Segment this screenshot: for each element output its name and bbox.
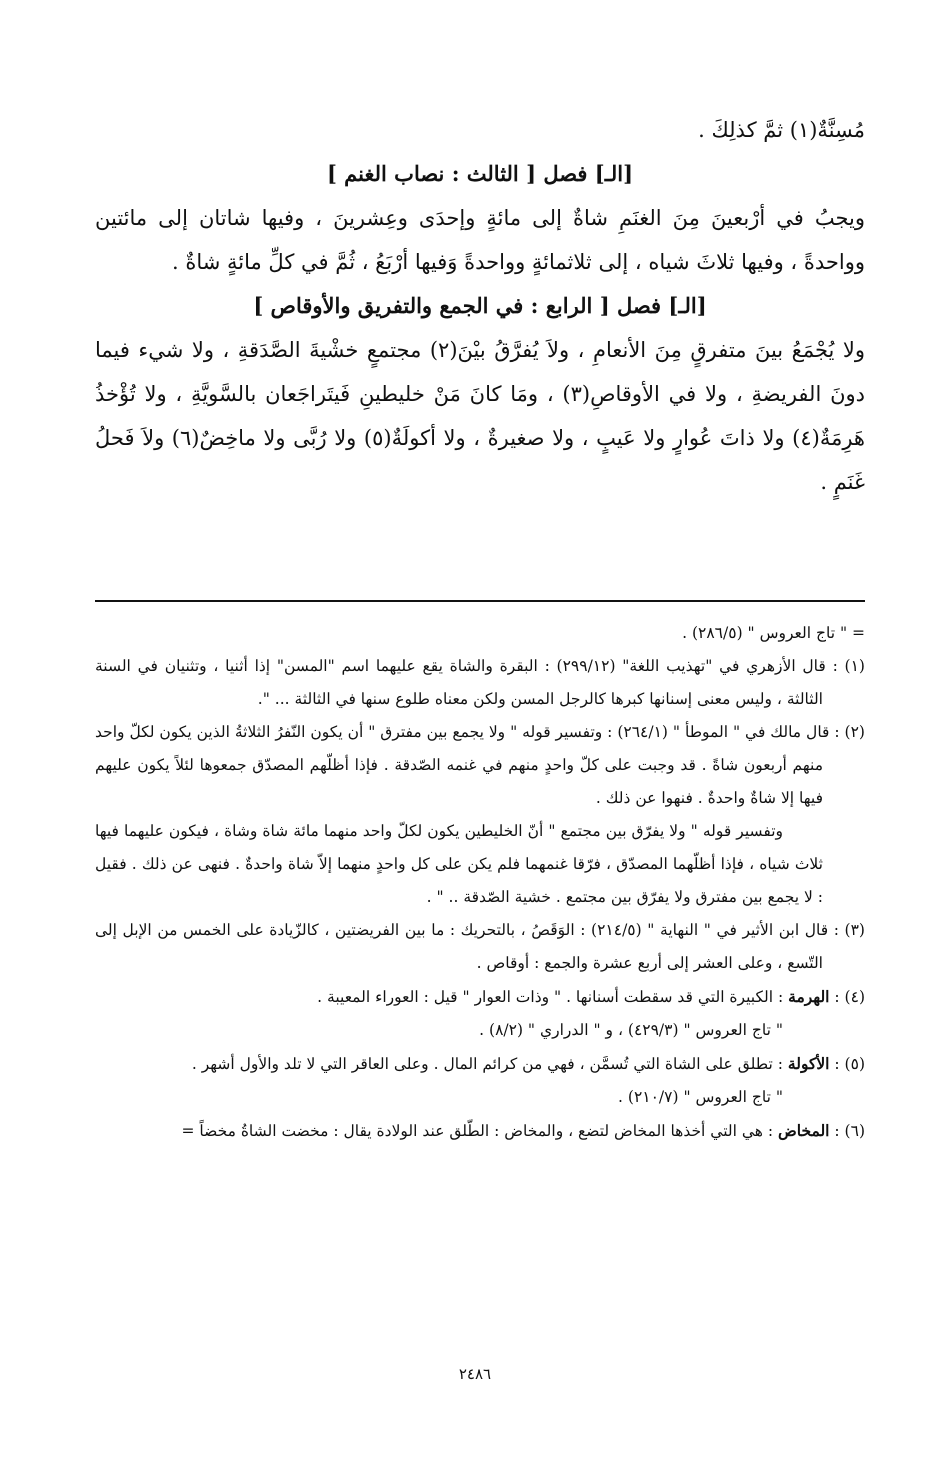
footnote-1-line-2: في السنة الثالثة ، وليس معنى إسنانها كبرها كالرجل المسن ولكن معناه طلوع سنها في الثالثة ... ".	[95, 657, 823, 708]
footnote-6-number: (٦) :	[829, 1122, 865, 1140]
footnote-6-keyword: المخاض	[778, 1121, 830, 1140]
footnote-2-line-4: وتفسير قوله " ولا يفرّق بين مجتمع " أنّ الخليطين يكون لكلّ واحد منهما مائة شاة وشاة ، فيكون	[168, 822, 783, 840]
footnote-4-keyword: الهرمة	[788, 987, 830, 1006]
footnote-5	[95, 1047, 865, 1081]
footnote-5-line-1: : تطلق على الشاة التي تُسمَّن ، فهي من كرائم المال . وعلى العاقر التي لا تلد والأول أشهر .	[191, 1055, 788, 1073]
opening-line: مُسِنَّةٌ(١) ثمَّ كذلِكَ .	[698, 118, 865, 142]
footnote-2-line-3: المصدّق جمعوها لئلاً يكون عليهم فيها إلا شاةٌ واحدةٌ . فنهوا عن ذلك .	[95, 756, 823, 807]
footnote-3-line-2: الخمس من الإبل إلى التّسع ، وعلى العشر إلى أربع عشرة والجمع : أوقاص .	[95, 921, 823, 972]
page-number: ٢٤٨٦	[458, 1365, 492, 1383]
paragraph-nisab: ويجبُ في أرْبعينَ مِنَ الغنَمِ شاةٌ إلى مائةٍ وإحدَى وعِشرينَ ، وفيها شاتان إلى مائتين وواحدةً ، وفيها ثلاثَ شياه ، إلى ثلاثمائةٍ وواحدةً وَفيها أرْبَعُ ، ثُمَّ في كلِّ مائةٍ شاةٌ .	[95, 206, 865, 274]
footnote-4-line-1: : الكبيرة التي قد سقطت أسنانها . " وذات العوار " قيل : العوراء المعيبة .	[317, 988, 789, 1006]
footnote-3-line-1: (٣) : قال ابن الأثير في " النهاية " (٢١٤/٥) : الوَقَصُ ، بالتحريك : ما بين الفريضتين ، كالزّيادة على	[236, 921, 865, 939]
footnote-6-line-1: : هي التي أخذها المخاض لتضع ، والمخاض : الطّلق عند الولادة يقال : مخضت الشاةُ مخضاً =	[181, 1122, 779, 1140]
footnote-5-number: (٥) :	[829, 1055, 865, 1073]
footnote-2-continuation	[95, 815, 865, 914]
footnote-1-line-1: (١) : قال الأزهري في "تهذيب اللغة" (٢٩٩/١٢) : البقرة والشاة يقع عليهما اسم "المسن" إذا أثنيا ، وتثنيان	[164, 657, 865, 675]
footnotes	[95, 617, 865, 1148]
footnote-1	[95, 650, 865, 716]
footnote-2-line-1: (٢) : قال مالك في " الموطأ " (٢٦٤/١) : وتفسير قوله " ولا يجمع بين مفترق " أن يكون النّفرُ الثلاثةُ الذين	[196, 723, 865, 741]
footnote-3	[95, 914, 865, 980]
footnote-2-line-5: عليهما فيها ثلاث شياه ، فإذا أظلّهما المصدّق ، فرّقا غنمهما فلم يكن على كل واحدٍ منهما إلاّ شاة	[95, 822, 823, 873]
footnote-4-number: (٤) :	[829, 988, 865, 1006]
footnote-5-reference: " تاج العروس " (٢١٠/٧) .	[618, 1088, 783, 1106]
main-text	[95, 100, 865, 504]
section-heading-awqas: [الـ] فصل [ الرابع : في الجمع والتفريق والأوقاص ]	[253, 293, 707, 318]
footnote-carryover: = " تاج العروس " (٢٨٦/٥) .	[682, 624, 865, 642]
footnote-6	[95, 1114, 865, 1148]
paragraph-awqas: ولا يُجْمَعُ بينَ متفرقٍ مِنَ الأنعامِ ، ولاَ يُفرَّقُ بيْنَ(٢) مجتمعٍ خشْيةَ الصَّدَقةِ ، ولا شيء فيما دونَ الفريضةِ ، ولا في الأوقاصِ(٣) ، ومَا كانَ مَنْ خليطينِ فَيتَراجَعان بالسَّويَّةِ ، ولا تُؤْخذُ هَرِمَةٌ(٤) ولا ذاتَ عُوارٍ ولا عَيبٍ ، ولا صغيرةٌ ، ولا أكولَةٌ(٥) ولا رُبَّى ولا ماخِضٌ(٦) ولاَ فَحلُ غَنَمٍ .	[95, 338, 865, 494]
footnote-5-keyword: الأكولة	[787, 1054, 830, 1073]
footnote-2	[95, 716, 865, 815]
section-heading-nisab: [الـ] فصل [ الثالث : نصاب الغنم ]	[326, 161, 634, 186]
footnote-4-reference: " تاج العروس " (٤٢٩/٣) ، و " الدراري " (٨/٢) .	[479, 1021, 783, 1039]
footnote-2-line-2: يكون لكلّ واحد منهم أربعون شاةً . قد وجبت على كلّ واحدٍ منهم في غنمه الصّدقة . فإذا أظلّهم	[95, 723, 823, 774]
footnote-divider	[95, 600, 865, 602]
footnote-2-line-6: واحدةٌ . فنهى عن ذلك . فقيل : لا يجمع بين مفترق ولا يفرّق بين مجتمع . خشية الصّدقة .. " .	[95, 855, 823, 906]
footnote-4	[95, 980, 865, 1014]
